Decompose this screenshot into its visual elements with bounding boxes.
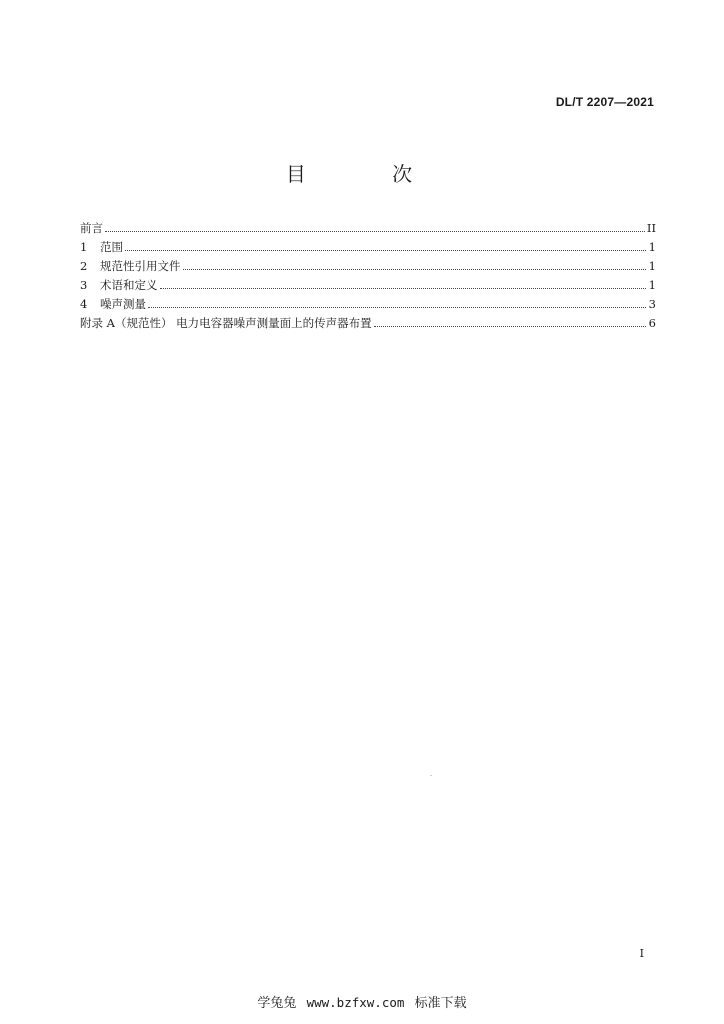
toc-entry-label: 规范性引用文件 (100, 259, 181, 273)
toc-entry-normative-references[interactable] (80, 257, 656, 276)
toc-entry-number: 3 (80, 278, 88, 292)
toc-entry-page: II (646, 221, 656, 235)
toc-entry-number: 4 (80, 297, 88, 311)
toc-entry-foreword[interactable] (80, 219, 656, 238)
page-number: I (639, 947, 644, 960)
toc-entry-page: 1 (648, 259, 656, 273)
footer-tagline: 标准下载 (414, 996, 467, 1011)
toc-entry-page: 6 (648, 316, 656, 330)
toc-entry-label: 术语和定义 (100, 278, 158, 292)
toc-entry-page: 1 (648, 240, 656, 254)
toc-entry-noise-measurement[interactable] (80, 295, 656, 314)
document-code: DL/T 2207—2021 (555, 95, 654, 109)
toc-entry-label: 附录 A（规范性） 电力电容器噪声测量面上的传声器布置 (80, 316, 372, 330)
toc-entry-label: 噪声测量 (100, 297, 146, 311)
toc-dot-leader (105, 231, 645, 232)
toc-entry-page: 1 (648, 278, 656, 292)
toc-entry-page: 3 (648, 297, 656, 311)
toc-dot-leader (148, 307, 646, 308)
toc-entry-annex-a[interactable] (80, 314, 656, 333)
scan-speck (430, 775, 432, 776)
footer-watermark (0, 992, 724, 1011)
toc-entry-number: 1 (80, 240, 88, 254)
table-of-contents (80, 219, 656, 333)
footer-url-link[interactable]: www.bzfxw.com (306, 995, 405, 1010)
toc-entry-terms-definitions[interactable] (80, 276, 656, 295)
toc-entry-number: 2 (80, 259, 88, 273)
toc-dot-leader (183, 269, 647, 270)
footer-site-name: 学兔兔 (257, 996, 297, 1011)
toc-entry-label: 前言 (80, 221, 103, 235)
toc-dot-leader (125, 250, 646, 251)
toc-dot-leader (374, 326, 646, 327)
toc-entry-label: 范围 (100, 240, 123, 254)
toc-dot-leader (160, 288, 647, 289)
page-title: 目 次 (285, 162, 453, 186)
toc-entry-scope[interactable] (80, 238, 656, 257)
